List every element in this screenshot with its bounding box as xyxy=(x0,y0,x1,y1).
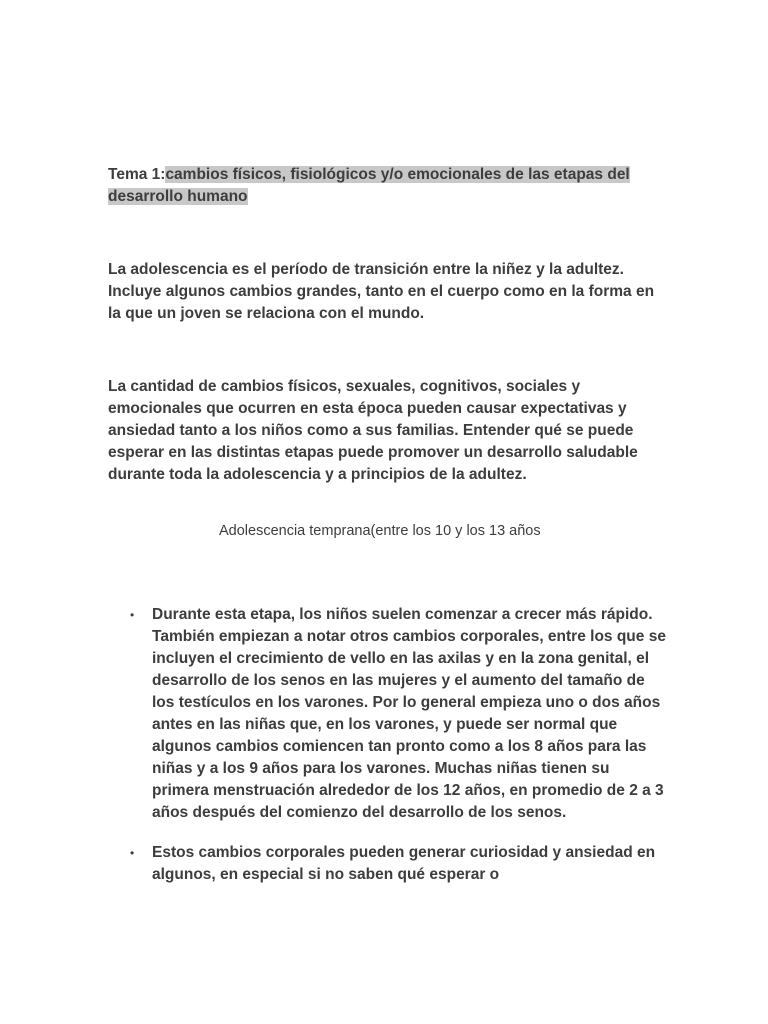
changes-paragraph: La cantidad de cambios físicos, sexuales, cognitivos, sociales y emocionales que ocurren en esta época pueden causar expectativas y ansiedad tanto a los niños como a sus familias. Entender qué se puede esperar en las distintas etapas puede promover un desarrollo saludable durante toda la adolescencia y a principios de la adultez. xyxy=(108,378,638,483)
list-item-text: Estos cambios corporales pueden generar curiosidad y ansiedad en algunos, en especial si no saben qué esperar o xyxy=(152,844,656,883)
document-title xyxy=(108,164,668,208)
bullet-icon: • xyxy=(130,608,135,622)
list-item-text: Durante esta etapa, los niños suelen comenzar a crecer más rápido. También empiezan a notar otros cambios corporales, entre los que se incluyen el crecimiento de vello en las axilas y en la zona genital, el desarrollo de los senos en las mujeres y el aumento del tamaño de los testículos en los varones. Por lo general empieza uno o dos años antes en las niñas que, en los varones, y puede ser normal que algunos cambios comiencen tan pronto como a los 8 años para las niñas y a los 9 años para los varones. Muchas niñas tienen su primera menstruación alrededor de los 12 años, en promedio de 2 a 3 años después del comienzo del desarrollo de los senos. xyxy=(152,606,666,821)
bullet-icon: • xyxy=(130,846,135,860)
section-subheading: Adolescencia temprana(entre los 10 y los 13 años xyxy=(219,523,541,539)
bullet-list xyxy=(108,604,668,904)
title-highlighted-text[interactable]: cambios físicos, fisiológicos y/o emocionales de las etapas del desarrollo humano xyxy=(108,166,630,205)
list-item xyxy=(108,604,668,824)
list-item xyxy=(108,842,668,886)
title-prefix: Tema 1: xyxy=(108,166,166,183)
intro-paragraph: La adolescencia es el período de transición entre la niñez y la adultez. Incluye algunos cambios grandes, tanto en el cuerpo como en la forma en la que un joven se relaciona con el mundo. xyxy=(108,261,655,322)
